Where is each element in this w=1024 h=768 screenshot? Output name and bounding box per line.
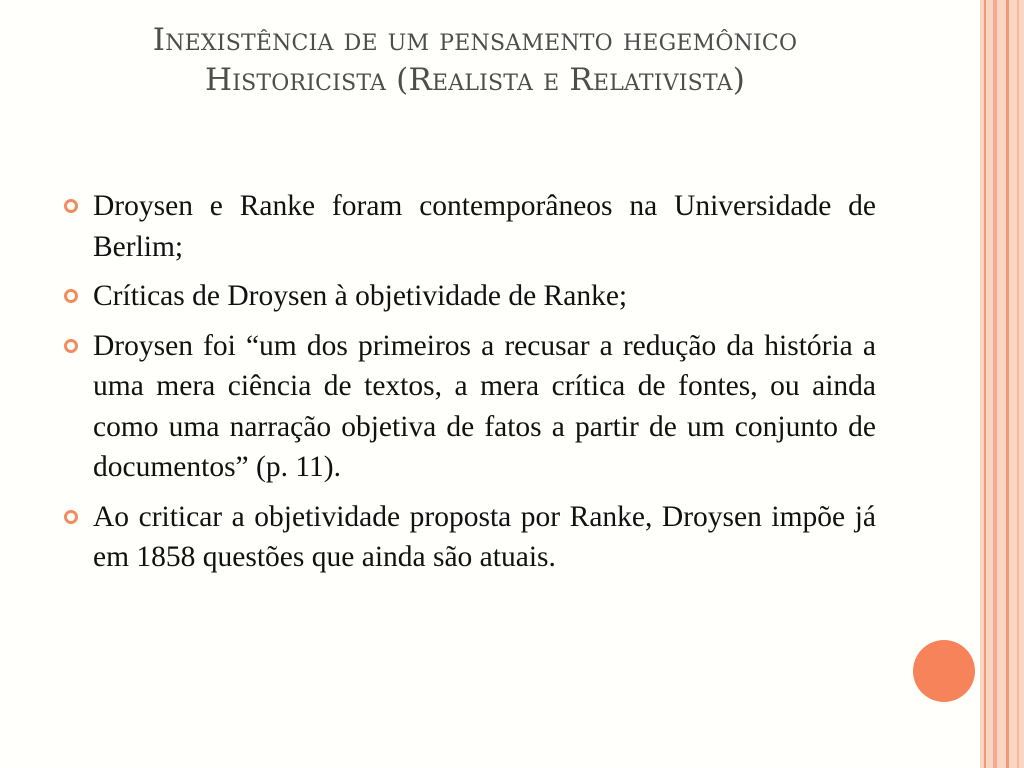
bullet-text: Droysen e Ranke foram contemporâneos na Universidade de Berlim; [93,190,876,263]
bullet-item [64,326,876,488]
bullet-text: Críticas de Droysen à objetividade de Ranke; [93,280,628,312]
bullet-text: Ao criticar a objetividade proposta por Ranke, Droysen impõe já em 1858 questões que ainda são atuais. [93,500,876,573]
right-decorative-stripe [1017,0,1019,768]
bullet-text: Droysen foi “um dos primeiros a recusar a redução da história a uma mera ciência de textos, a mera crítica de fontes, ou ainda como uma narração objetiva de fatos a partir de um conjunto de documentos” (p. 11). [93,329,876,483]
bullet-circle-icon [64,510,78,524]
slide-title: Inexistência de um pensamento hegemônico Historicista (Realista e Relativista) [152,22,798,98]
right-decorative-stripe [993,0,997,768]
right-decorative-stripe [1006,0,1009,768]
bullet-circle-icon [64,339,78,353]
bullet-list [64,186,876,587]
right-decorative-stripe [984,0,986,768]
bullet-item [64,276,876,317]
bullet-circle-icon [64,289,78,303]
bullet-item [64,497,876,578]
orange-circle-decoration [913,640,975,702]
bullet-item [64,186,876,267]
bullet-circle-icon [64,199,78,213]
